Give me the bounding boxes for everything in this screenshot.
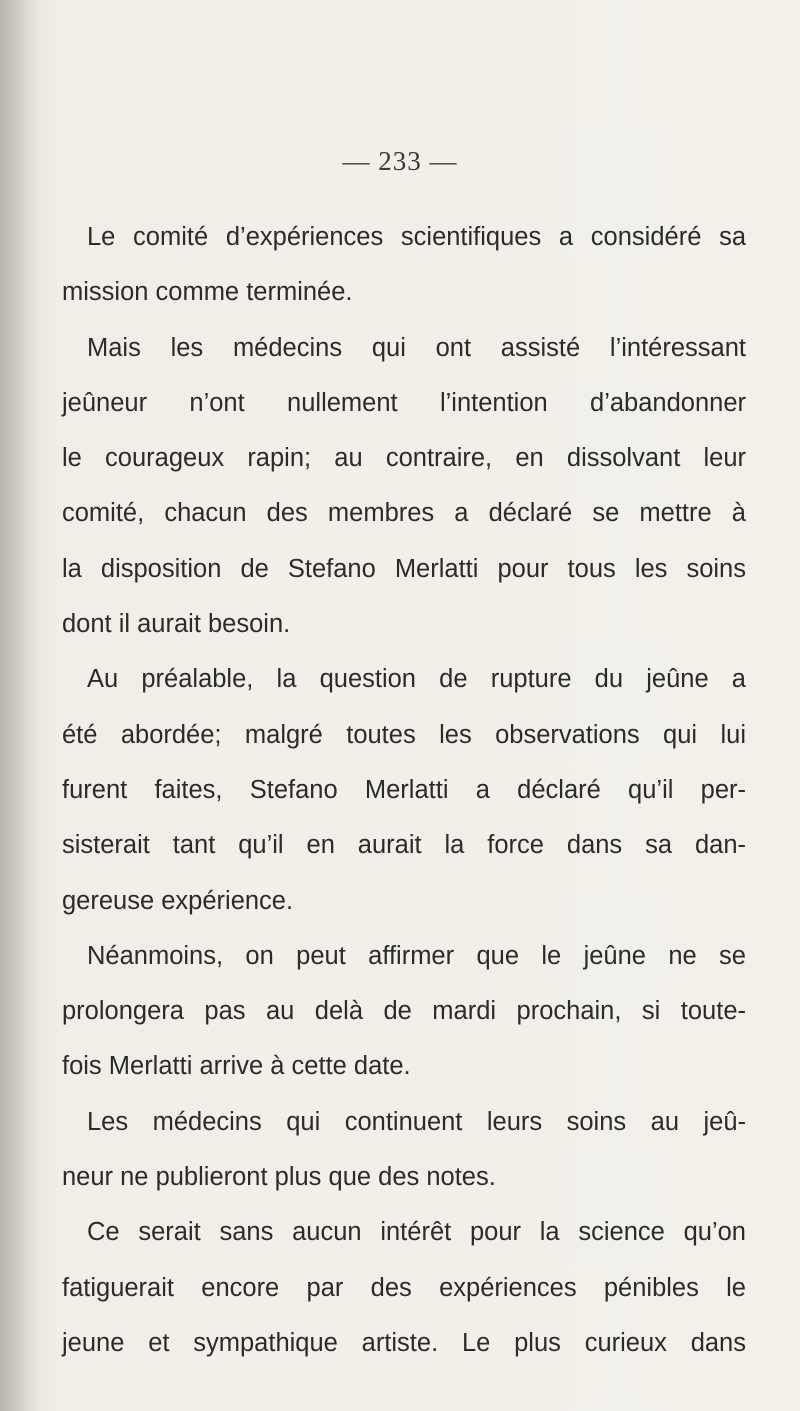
text-line: comité, chacun des membres a déclaré se mettre à	[62, 499, 746, 528]
text-line: Le comité d’expériences scientifiques a considéré sa	[87, 223, 746, 251]
text-line: la disposition de Stefano Merlatti pour tous les soins	[62, 554, 746, 583]
text-line: sisterait tant qu’il en aurait la force dans sa dan-	[62, 831, 746, 860]
text-line: Ce serait sans aucun intérêt pour la science qu’on	[87, 1218, 746, 1247]
text-line: Les médecins qui continuent leurs soins au jeû-	[87, 1107, 746, 1136]
text-line: fatiguerait encore par des expériences pénibles le	[62, 1273, 746, 1302]
text-line: dont il aurait besoin.	[62, 610, 291, 639]
paragraph	[62, 321, 746, 653]
text-line: jeûneur n’ont nullement l’intention d’abandonner	[62, 388, 746, 417]
text-line: prolongera pas au delà de mardi prochain, si toute-	[62, 997, 746, 1026]
text-line: gereuse expérience.	[62, 886, 294, 915]
paragraph	[62, 1095, 746, 1206]
text-line: Néanmoins, on peut affirmer que le jeûne ne se	[87, 941, 746, 970]
page-edge-shadow	[0, 0, 40, 1411]
paragraph	[62, 652, 746, 928]
text-line: Au préalable, la question de rupture du jeûne a	[87, 665, 746, 694]
body-text	[62, 210, 746, 1371]
text-line: Mais les médecins qui ont assisté l’intéressant	[87, 333, 746, 362]
text-line: jeune et sympathique artiste. Le plus curieux dans	[62, 1328, 746, 1357]
text-line: fois Merlatti arrive à cette date.	[62, 1052, 411, 1081]
text-line: le courageux rapin; au contraire, en dissolvant leur	[62, 444, 746, 473]
paragraph	[62, 1205, 746, 1371]
paragraph	[62, 210, 746, 321]
page-number: — 233 —	[342, 146, 458, 176]
text-line: neur ne publieront plus que des notes.	[62, 1163, 496, 1192]
text-line: été abordée; malgré toutes les observations qui lui	[62, 720, 746, 749]
text-line: furent faites, Stefano Merlatti a déclaré qu’il per-	[62, 775, 746, 804]
paragraph	[62, 929, 746, 1095]
text-line: mission comme terminée.	[62, 278, 353, 307]
